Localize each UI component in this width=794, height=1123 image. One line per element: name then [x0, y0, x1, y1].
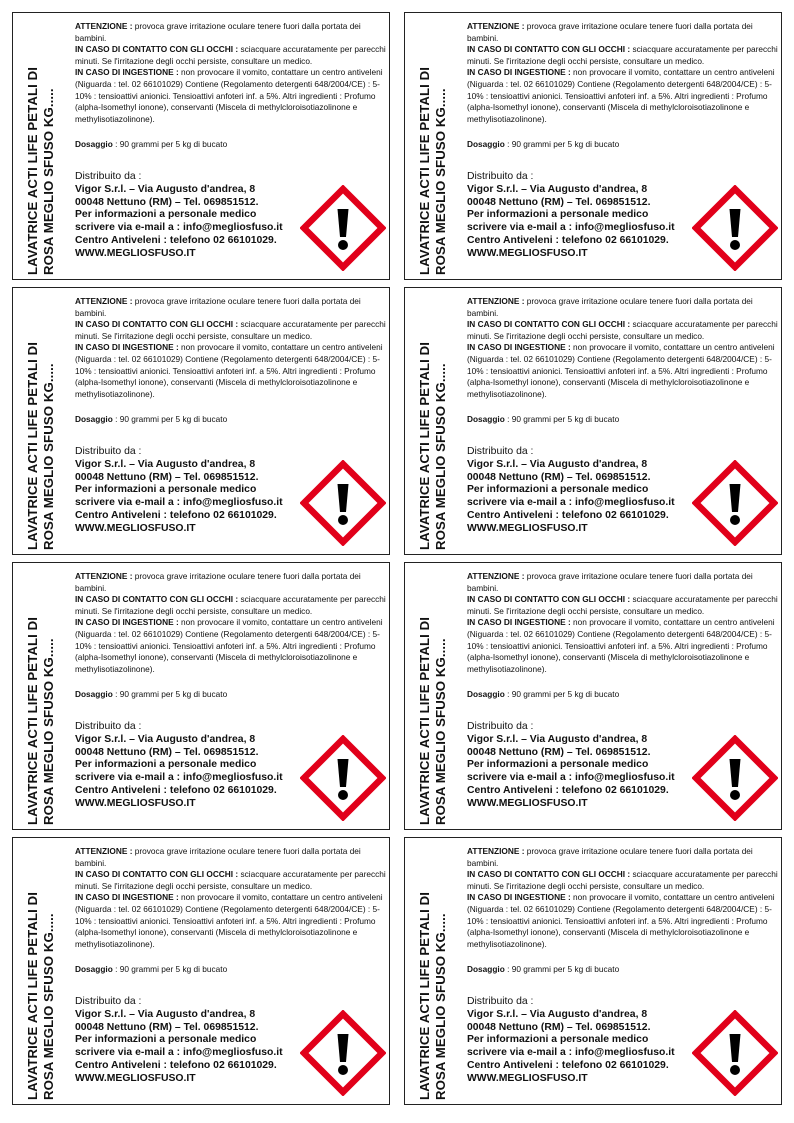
- distributor-city-phone: 00048 Nettuno (RM) – Tel. 069851512.: [75, 471, 259, 483]
- contatto-label: IN CASO DI CONTATTO CON GLI OCCHI :: [467, 869, 631, 880]
- distributor-address: Vigor S.r.l. – Via Augusto d'andrea, 8: [75, 458, 256, 470]
- medical-info-line: Per informazioni a personale medico: [467, 1034, 649, 1046]
- product-name-line2: ROSA MEGLIO SFUSO KG.....: [433, 638, 448, 825]
- product-name-vertical: [407, 17, 459, 277]
- distributor-city-phone: 00048 Nettuno (RM) – Tel. 069851512.: [75, 746, 259, 758]
- product-label: [12, 837, 390, 1105]
- distributor-address: Vigor S.r.l. – Via Augusto d'andrea, 8: [75, 1008, 256, 1020]
- dosage-text: : 90 grammi per 5 kg di bucato: [112, 414, 228, 424]
- dosage-info: [467, 139, 619, 150]
- product-name-vertical: [15, 567, 67, 827]
- ingestione-label: IN CASO DI INGESTIONE :: [75, 892, 179, 903]
- product-label: [12, 562, 390, 830]
- ghs07-exclamation-icon: [692, 185, 778, 271]
- distributor-info: [467, 721, 707, 811]
- attenzione-text: provoca grave irritazione oculare tenere fuori dalla portata dei bambini.: [467, 21, 753, 43]
- poison-center-line: Centro Antiveleni : telefono 02 66101029.: [75, 1059, 277, 1071]
- distributor-city-phone: 00048 Nettuno (RM) – Tel. 069851512.: [467, 746, 651, 758]
- ingestione-label: IN CASO DI INGESTIONE :: [75, 342, 179, 353]
- website-line: WWW.MEGLIOSFUSO.IT: [467, 1072, 588, 1084]
- email-line: scrivere via e-mail a : info@megliosfuso.it: [467, 1047, 675, 1059]
- dosage-info: [75, 964, 227, 975]
- attenzione-text: provoca grave irritazione oculare tenere fuori dalla portata dei bambini.: [75, 21, 361, 43]
- attenzione-text: provoca grave irritazione oculare tenere fuori dalla portata dei bambini.: [467, 846, 753, 868]
- attenzione-label: ATTENZIONE :: [467, 846, 525, 856]
- medical-info-line: Per informazioni a personale medico: [75, 209, 257, 221]
- dosage-text: : 90 grammi per 5 kg di bucato: [504, 414, 620, 424]
- ingestione-text: non provocare il vomito, contattare un centro antiveleni (Niguarda : tel. 02 66101029) Contiene (Regolamento detergenti 648/2004/CE) : 5-10% : tensioattivi anionici. Tensioattivi anfoteri inf. a 5%. Altri ingredienti : Profumo (alpha-Isomethyl ionone), conservanti (Miscela di methylcloroisotiazolinone e methylisotiazolinone).: [467, 617, 775, 674]
- ingestione-label: IN CASO DI INGESTIONE :: [75, 617, 179, 628]
- website-line: WWW.MEGLIOSFUSO.IT: [75, 1072, 196, 1084]
- product-name-line2: ROSA MEGLIO SFUSO KG.....: [41, 88, 56, 275]
- attenzione-label: ATTENZIONE :: [467, 571, 525, 581]
- contatto-text: sciacquare accuratamente per parecchi minuti. Se l'irritazione degli occhi persiste, consultare un medico.: [467, 319, 778, 341]
- distributor-info: [467, 171, 707, 261]
- attenzione-text: provoca grave irritazione oculare tenere fuori dalla portata dei bambini.: [467, 296, 753, 318]
- attenzione-text: provoca grave irritazione oculare tenere fuori dalla portata dei bambini.: [75, 571, 361, 593]
- ghs07-exclamation-icon: [692, 460, 778, 546]
- website-line: WWW.MEGLIOSFUSO.IT: [75, 797, 196, 809]
- distributor-intro: Distribuito da :: [467, 721, 534, 732]
- poison-center-line: Centro Antiveleni : telefono 02 66101029.: [75, 509, 277, 521]
- distributor-address: Vigor S.r.l. – Via Augusto d'andrea, 8: [467, 183, 648, 195]
- product-name: [417, 294, 449, 550]
- contatto-label: IN CASO DI CONTATTO CON GLI OCCHI :: [75, 869, 239, 880]
- product-label: [404, 287, 782, 555]
- dosage-text: : 90 grammi per 5 kg di bucato: [112, 139, 228, 149]
- dosage-label: Dosaggio: [467, 414, 505, 424]
- product-name-vertical: [407, 842, 459, 1102]
- distributor-address: Vigor S.r.l. – Via Augusto d'andrea, 8: [467, 458, 648, 470]
- safety-warnings: [75, 21, 387, 125]
- product-name-vertical: [15, 842, 67, 1102]
- product-name-line1: LAVATRICE ACTI LIFE PETALI DI: [417, 66, 432, 275]
- ghs07-exclamation-icon: [692, 735, 778, 821]
- ghs07-exclamation-icon: [300, 1010, 386, 1096]
- distributor-intro: Distribuito da :: [467, 171, 534, 182]
- distributor-city-phone: 00048 Nettuno (RM) – Tel. 069851512.: [75, 1021, 259, 1033]
- product-name-line2: ROSA MEGLIO SFUSO KG.....: [433, 88, 448, 275]
- dosage-info: [75, 414, 227, 425]
- distributor-address: Vigor S.r.l. – Via Augusto d'andrea, 8: [75, 733, 256, 745]
- contatto-label: IN CASO DI CONTATTO CON GLI OCCHI :: [75, 319, 239, 330]
- product-name-line2: ROSA MEGLIO SFUSO KG.....: [433, 913, 448, 1100]
- product-name-line2: ROSA MEGLIO SFUSO KG.....: [41, 363, 56, 550]
- dosage-text: : 90 grammi per 5 kg di bucato: [112, 689, 228, 699]
- product-name: [25, 844, 57, 1100]
- distributor-info: [467, 446, 707, 536]
- attenzione-label: ATTENZIONE :: [75, 571, 133, 581]
- attenzione-label: ATTENZIONE :: [75, 296, 133, 306]
- ghs07-exclamation-icon: [300, 460, 386, 546]
- dosage-info: [75, 139, 227, 150]
- distributor-address: Vigor S.r.l. – Via Augusto d'andrea, 8: [75, 183, 256, 195]
- medical-info-line: Per informazioni a personale medico: [75, 759, 257, 771]
- medical-info-line: Per informazioni a personale medico: [467, 484, 649, 496]
- distributor-info: [75, 171, 315, 261]
- contatto-label: IN CASO DI CONTATTO CON GLI OCCHI :: [467, 594, 631, 605]
- product-name-line1: LAVATRICE ACTI LIFE PETALI DI: [25, 341, 40, 550]
- product-name: [417, 19, 449, 275]
- dosage-label: Dosaggio: [75, 964, 113, 974]
- ingestione-label: IN CASO DI INGESTIONE :: [467, 892, 571, 903]
- distributor-info: [75, 721, 315, 811]
- dosage-text: : 90 grammi per 5 kg di bucato: [504, 689, 620, 699]
- safety-warnings: [75, 296, 387, 400]
- ghs07-exclamation-icon: [692, 1010, 778, 1096]
- website-line: WWW.MEGLIOSFUSO.IT: [75, 247, 196, 259]
- email-line: scrivere via e-mail a : info@megliosfuso.it: [75, 497, 283, 509]
- product-name-line2: ROSA MEGLIO SFUSO KG.....: [41, 913, 56, 1100]
- product-name: [417, 844, 449, 1100]
- email-line: scrivere via e-mail a : info@megliosfuso.it: [467, 222, 675, 234]
- product-name-vertical: [15, 292, 67, 552]
- medical-info-line: Per informazioni a personale medico: [467, 759, 649, 771]
- distributor-intro: Distribuito da :: [75, 721, 142, 732]
- email-line: scrivere via e-mail a : info@megliosfuso.it: [467, 497, 675, 509]
- dosage-text: : 90 grammi per 5 kg di bucato: [504, 964, 620, 974]
- product-name-line1: LAVATRICE ACTI LIFE PETALI DI: [25, 66, 40, 275]
- safety-warnings: [467, 846, 779, 950]
- attenzione-text: provoca grave irritazione oculare tenere fuori dalla portata dei bambini.: [75, 846, 361, 868]
- product-name: [417, 569, 449, 825]
- dosage-info: [467, 964, 619, 975]
- poison-center-line: Centro Antiveleni : telefono 02 66101029.: [467, 784, 669, 796]
- ingestione-text: non provocare il vomito, contattare un centro antiveleni (Niguarda : tel. 02 66101029) Contiene (Regolamento detergenti 648/2004/CE) : 5-10% : tensioattivi anionici. Tensioattivi anfoteri inf. a 5%. Altri ingredienti : Profumo (alpha-Isomethyl ionone), conservanti (Miscela di methylcloroisotiazolinone e methylisotiazolinone).: [467, 892, 775, 949]
- product-label: [404, 562, 782, 830]
- email-line: scrivere via e-mail a : info@megliosfuso.it: [75, 222, 283, 234]
- contatto-text: sciacquare accuratamente per parecchi minuti. Se l'irritazione degli occhi persiste, consultare un medico.: [75, 44, 386, 66]
- distributor-intro: Distribuito da :: [75, 446, 142, 457]
- product-label: [12, 12, 390, 280]
- distributor-address: Vigor S.r.l. – Via Augusto d'andrea, 8: [467, 1008, 648, 1020]
- distributor-city-phone: 00048 Nettuno (RM) – Tel. 069851512.: [467, 196, 651, 208]
- product-label: [12, 287, 390, 555]
- product-name-line1: LAVATRICE ACTI LIFE PETALI DI: [25, 891, 40, 1100]
- contatto-text: sciacquare accuratamente per parecchi minuti. Se l'irritazione degli occhi persiste, consultare un medico.: [467, 594, 778, 616]
- product-name-line1: LAVATRICE ACTI LIFE PETALI DI: [417, 616, 432, 825]
- product-name: [25, 294, 57, 550]
- attenzione-text: provoca grave irritazione oculare tenere fuori dalla portata dei bambini.: [75, 296, 361, 318]
- contatto-text: sciacquare accuratamente per parecchi minuti. Se l'irritazione degli occhi persiste, consultare un medico.: [75, 319, 386, 341]
- product-label: [404, 12, 782, 280]
- contatto-label: IN CASO DI CONTATTO CON GLI OCCHI :: [75, 594, 239, 605]
- ingestione-text: non provocare il vomito, contattare un centro antiveleni (Niguarda : tel. 02 66101029) Contiene (Regolamento detergenti 648/2004/CE) : 5-10% : tensioattivi anionici. Tensioattivi anfoteri inf. a 5%. Altri ingredienti : Profumo (alpha-Isomethyl ionone), conservanti (Miscela di methylcloroisotiazolinone e methylisotiazolinone).: [467, 67, 775, 124]
- product-name-line2: ROSA MEGLIO SFUSO KG.....: [41, 638, 56, 825]
- ingestione-label: IN CASO DI INGESTIONE :: [467, 67, 571, 78]
- medical-info-line: Per informazioni a personale medico: [75, 1034, 257, 1046]
- poison-center-line: Centro Antiveleni : telefono 02 66101029.: [467, 509, 669, 521]
- dosage-label: Dosaggio: [75, 414, 113, 424]
- contatto-text: sciacquare accuratamente per parecchi minuti. Se l'irritazione degli occhi persiste, consultare un medico.: [467, 869, 778, 891]
- product-name-line1: LAVATRICE ACTI LIFE PETALI DI: [417, 341, 432, 550]
- distributor-city-phone: 00048 Nettuno (RM) – Tel. 069851512.: [467, 1021, 651, 1033]
- distributor-city-phone: 00048 Nettuno (RM) – Tel. 069851512.: [75, 196, 259, 208]
- distributor-info: [75, 996, 315, 1086]
- medical-info-line: Per informazioni a personale medico: [75, 484, 257, 496]
- attenzione-label: ATTENZIONE :: [75, 846, 133, 856]
- contatto-text: sciacquare accuratamente per parecchi minuti. Se l'irritazione degli occhi persiste, consultare un medico.: [75, 594, 386, 616]
- distributor-address: Vigor S.r.l. – Via Augusto d'andrea, 8: [467, 733, 648, 745]
- product-name-line1: LAVATRICE ACTI LIFE PETALI DI: [417, 891, 432, 1100]
- safety-warnings: [75, 846, 387, 950]
- medical-info-line: Per informazioni a personale medico: [467, 209, 649, 221]
- safety-warnings: [467, 296, 779, 400]
- email-line: scrivere via e-mail a : info@megliosfuso.it: [467, 772, 675, 784]
- distributor-intro: Distribuito da :: [467, 996, 534, 1007]
- contatto-label: IN CASO DI CONTATTO CON GLI OCCHI :: [467, 44, 631, 55]
- distributor-city-phone: 00048 Nettuno (RM) – Tel. 069851512.: [467, 471, 651, 483]
- product-label: [404, 837, 782, 1105]
- attenzione-label: ATTENZIONE :: [467, 21, 525, 31]
- poison-center-line: Centro Antiveleni : telefono 02 66101029.: [75, 234, 277, 246]
- contatto-label: IN CASO DI CONTATTO CON GLI OCCHI :: [75, 44, 239, 55]
- contatto-text: sciacquare accuratamente per parecchi minuti. Se l'irritazione degli occhi persiste, consultare un medico.: [75, 869, 386, 891]
- ghs07-exclamation-icon: [300, 185, 386, 271]
- product-name-vertical: [407, 292, 459, 552]
- attenzione-text: provoca grave irritazione oculare tenere fuori dalla portata dei bambini.: [467, 571, 753, 593]
- product-name-vertical: [15, 17, 67, 277]
- ingestione-text: non provocare il vomito, contattare un centro antiveleni (Niguarda : tel. 02 66101029) Contiene (Regolamento detergenti 648/2004/CE) : 5-10% : tensioattivi anionici. Tensioattivi anfoteri inf. a 5%. Altri ingredienti : Profumo (alpha-Isomethyl ionone), conservanti (Miscela di methylcloroisotiazolinone e methylisotiazolinone).: [467, 342, 775, 399]
- website-line: WWW.MEGLIOSFUSO.IT: [75, 522, 196, 534]
- safety-warnings: [467, 571, 779, 675]
- dosage-label: Dosaggio: [75, 689, 113, 699]
- product-name: [25, 19, 57, 275]
- dosage-label: Dosaggio: [467, 689, 505, 699]
- ghs07-exclamation-icon: [300, 735, 386, 821]
- ingestione-text: non provocare il vomito, contattare un centro antiveleni (Niguarda : tel. 02 66101029) Contiene (Regolamento detergenti 648/2004/CE) : 5-10% : tensioattivi anionici. Tensioattivi anfoteri inf. a 5%. Altri ingredienti : Profumo (alpha-Isomethyl ionone), conservanti (Miscela di methylcloroisotiazolinone e methylisotiazolinone).: [75, 892, 383, 949]
- email-line: scrivere via e-mail a : info@megliosfuso.it: [75, 1047, 283, 1059]
- product-name-line1: LAVATRICE ACTI LIFE PETALI DI: [25, 616, 40, 825]
- dosage-info: [75, 689, 227, 700]
- dosage-label: Dosaggio: [467, 139, 505, 149]
- poison-center-line: Centro Antiveleni : telefono 02 66101029.: [467, 1059, 669, 1071]
- ingestione-text: non provocare il vomito, contattare un centro antiveleni (Niguarda : tel. 02 66101029) Contiene (Regolamento detergenti 648/2004/CE) : 5-10% : tensioattivi anionici. Tensioattivi anfoteri inf. a 5%. Altri ingredienti : Profumo (alpha-Isomethyl ionone), conservanti (Miscela di methylcloroisotiazolinone e methylisotiazolinone).: [75, 617, 383, 674]
- email-line: scrivere via e-mail a : info@megliosfuso.it: [75, 772, 283, 784]
- contatto-text: sciacquare accuratamente per parecchi minuti. Se l'irritazione degli occhi persiste, consultare un medico.: [467, 44, 778, 66]
- distributor-intro: Distribuito da :: [75, 996, 142, 1007]
- distributor-info: [75, 446, 315, 536]
- ingestione-label: IN CASO DI INGESTIONE :: [467, 617, 571, 628]
- dosage-label: Dosaggio: [75, 139, 113, 149]
- poison-center-line: Centro Antiveleni : telefono 02 66101029.: [467, 234, 669, 246]
- attenzione-label: ATTENZIONE :: [75, 21, 133, 31]
- dosage-text: : 90 grammi per 5 kg di bucato: [504, 139, 620, 149]
- poison-center-line: Centro Antiveleni : telefono 02 66101029.: [75, 784, 277, 796]
- dosage-info: [467, 689, 619, 700]
- distributor-intro: Distribuito da :: [467, 446, 534, 457]
- safety-warnings: [467, 21, 779, 125]
- attenzione-label: ATTENZIONE :: [467, 296, 525, 306]
- dosage-label: Dosaggio: [467, 964, 505, 974]
- distributor-info: [467, 996, 707, 1086]
- website-line: WWW.MEGLIOSFUSO.IT: [467, 797, 588, 809]
- ingestione-label: IN CASO DI INGESTIONE :: [467, 342, 571, 353]
- website-line: WWW.MEGLIOSFUSO.IT: [467, 522, 588, 534]
- product-name-line2: ROSA MEGLIO SFUSO KG.....: [433, 363, 448, 550]
- ingestione-label: IN CASO DI INGESTIONE :: [75, 67, 179, 78]
- ingestione-text: non provocare il vomito, contattare un centro antiveleni (Niguarda : tel. 02 66101029) Contiene (Regolamento detergenti 648/2004/CE) : 5-10% : tensioattivi anionici. Tensioattivi anfoteri inf. a 5%. Altri ingredienti : Profumo (alpha-Isomethyl ionone), conservanti (Miscela di methylcloroisotiazolinone e methylisotiazolinone).: [75, 67, 383, 124]
- safety-warnings: [75, 571, 387, 675]
- product-name-vertical: [407, 567, 459, 827]
- ingestione-text: non provocare il vomito, contattare un centro antiveleni (Niguarda : tel. 02 66101029) Contiene (Regolamento detergenti 648/2004/CE) : 5-10% : tensioattivi anionici. Tensioattivi anfoteri inf. a 5%. Altri ingredienti : Profumo (alpha-Isomethyl ionone), conservanti (Miscela di methylcloroisotiazolinone e methylisotiazolinone).: [75, 342, 383, 399]
- dosage-info: [467, 414, 619, 425]
- dosage-text: : 90 grammi per 5 kg di bucato: [112, 964, 228, 974]
- website-line: WWW.MEGLIOSFUSO.IT: [467, 247, 588, 259]
- product-name: [25, 569, 57, 825]
- distributor-intro: Distribuito da :: [75, 171, 142, 182]
- contatto-label: IN CASO DI CONTATTO CON GLI OCCHI :: [467, 319, 631, 330]
